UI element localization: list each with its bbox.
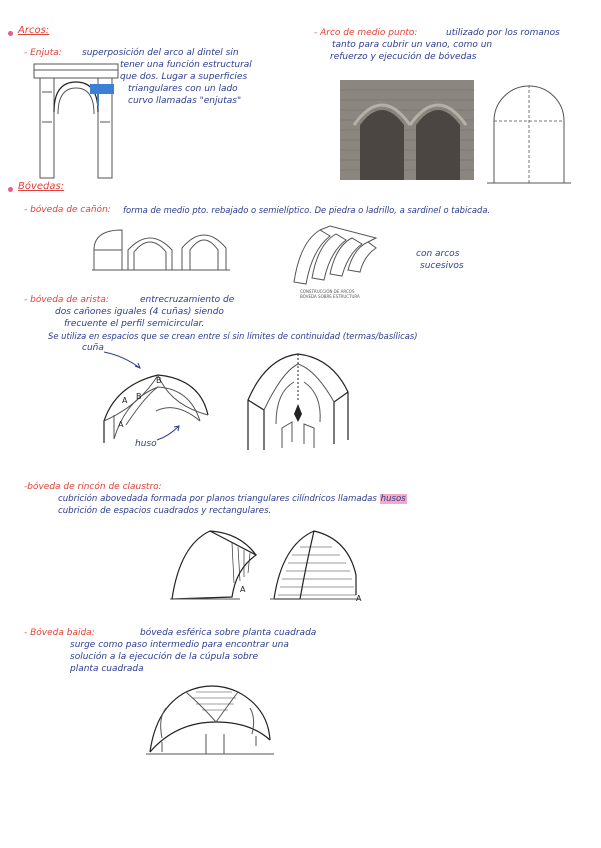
bullet-arcos: [8, 31, 13, 36]
arista-line-3: frecuente el perfil semicircular.: [64, 319, 205, 329]
barrel-vault-sketch: [92, 222, 232, 272]
enjuta-line-3: que dos. Lugar a superficies: [120, 72, 248, 82]
cloister-vault-sketch: [170, 525, 360, 605]
sail-vault-sketch: [146, 678, 276, 758]
arista-line-4: Se utiliza en espacios que se crean entre sí sin límites de continuidad (termas/basílicas): [48, 331, 418, 341]
baida-line-4: planta cuadrada: [70, 664, 144, 674]
enjuta-arch-sketch: [32, 62, 122, 182]
roman-arches-photo: [340, 80, 474, 180]
arista-line-1: entrecruzamiento de: [140, 295, 235, 305]
rincon-line-1: [58, 493, 407, 505]
medio-punto-line-2: tanto para cubrir un vano, como un: [332, 40, 493, 50]
heading-arcos: Arcos:: [18, 25, 50, 36]
arista-label-huso: huso: [135, 439, 157, 449]
arista-line-2: dos cañones iguales (4 cuñas) siendo: [55, 307, 224, 317]
canon-caption-2: BÓVEDA SOBRE ESTRUCTURA: [300, 294, 360, 299]
canon-note-2: sucesivos: [420, 261, 464, 271]
enjuta-line-2: tener una función estructural: [120, 60, 252, 70]
rincon-label-a1: A: [240, 585, 246, 594]
semicircular-arch-diagram: [484, 75, 574, 185]
canon-text: forma de medio pto. rebajado o semielíptico. De piedra o ladrillo, a sardinel o tabicada.: [123, 205, 491, 215]
arista-term: - bóveda de arista:: [24, 295, 109, 305]
enjuta-line-5: curvo llamadas "enjutas": [128, 96, 242, 106]
rincon-label-a2: A: [356, 594, 362, 603]
enjuta-term: - Enjuta:: [24, 48, 62, 58]
groin-vault-3d-sketch: [242, 352, 352, 452]
enjuta-line-4: triangulares con un lado: [128, 84, 238, 94]
baida-line-2: surge como paso intermedio para encontrar una: [70, 640, 289, 650]
heading-bovedas: Bóvedas:: [18, 181, 65, 192]
rincon-highlight: husos: [380, 494, 406, 504]
canon-term: - bóveda de cañón:: [24, 205, 111, 215]
arista-label-b2: B: [136, 392, 142, 401]
canon-note-1: con arcos: [416, 249, 460, 259]
arista-label-b1: B: [156, 376, 162, 385]
canon-caption-1: CONSTRUCCIÓN DE ARCOS: [300, 289, 355, 294]
bullet-bovedas: [8, 187, 13, 192]
enjuta-line-1: superposición del arco al dintel sin: [82, 48, 239, 58]
baida-term: - Bóveda baida:: [24, 628, 95, 638]
arista-label-a1: A: [122, 396, 128, 405]
arista-label-cuna: cuña: [82, 343, 104, 353]
baida-line-1: bóveda esférica sobre planta cuadrada: [140, 628, 317, 638]
huso-pointer-arrow: [155, 424, 185, 444]
medio-punto-term: - Arco de medio punto:: [314, 28, 418, 38]
successive-arches-sketch: [290, 222, 380, 292]
rincon-line-1-text: cubrición abovedada formada por planos triangulares cilíndricos llamadas: [58, 494, 377, 504]
medio-punto-line-1: utilizado por los romanos: [446, 28, 560, 38]
rincon-term: -bóveda de rincón de claustro:: [24, 482, 162, 492]
rincon-line-2: cubrición de espacios cuadrados y rectangulares.: [58, 506, 272, 516]
cuna-pointer-arrow: [104, 350, 144, 370]
arista-label-a2: A: [118, 420, 124, 429]
baida-line-3: solución a la ejecución de la cúpula sobre: [70, 652, 258, 662]
medio-punto-line-3: refuerzo y ejecución de bóvedas: [330, 52, 477, 62]
